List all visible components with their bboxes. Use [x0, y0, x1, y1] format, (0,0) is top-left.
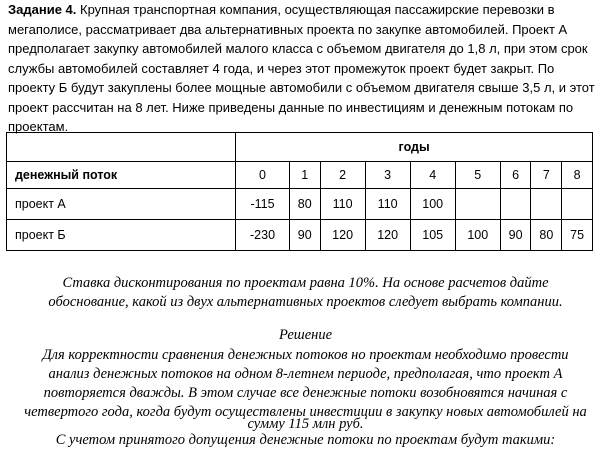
project-b-label: проект Б: [7, 220, 236, 251]
value-cell: -230: [236, 220, 290, 251]
solution-line: повторяется дважды. В этом случае все денежные потоки возобновятся начиная с: [43, 385, 568, 401]
task-paragraph: [8, 0, 604, 137]
year-cell: 0: [236, 162, 290, 189]
year-cell: 5: [455, 162, 500, 189]
year-cell: 1: [289, 162, 320, 189]
solution-line: анализ денежных потоков на одном 8-летнем периоде, предполагая, что проект А: [48, 366, 563, 382]
cash-flow-table: [6, 132, 593, 251]
value-cell: 110: [365, 189, 410, 220]
table-corner-cell: [7, 133, 236, 162]
value-cell: 90: [500, 220, 531, 251]
year-cell: 2: [320, 162, 365, 189]
value-cell: 120: [365, 220, 410, 251]
task-heading: Задание 4.: [8, 2, 77, 17]
table-row-header: [7, 162, 593, 189]
value-cell: 100: [410, 189, 455, 220]
year-cell: 4: [410, 162, 455, 189]
value-cell: 80: [289, 189, 320, 220]
task-text: Крупная транспортная компания, осуществляющая пассажирские перевозки в мегаполисе, рассматривает два альтернативных проекта по закупке автомобилей. Проект А предполагает закупку автомобилей малого класса с объемом двигателя до 1,8 л, при этом срок службы автомобилей составляет 4 года, и через этот промежуток проект будет закрыт. По проекту Б будут закуплены более мощные автомобили с объемом двигателя свыше 3,5 л, и этот проект рассчитан на 8 лет. Ниже приведены данные по инвестициям и денежным потокам по проектам.: [8, 2, 595, 134]
value-cell: [531, 189, 562, 220]
value-cell: 75: [562, 220, 593, 251]
solution-title: Решение: [278, 327, 333, 343]
question-line: Ставка дисконтирования по проектам равна 10%. На основе расчетов дайте: [62, 275, 549, 291]
value-cell: [562, 189, 593, 220]
value-cell: [455, 189, 500, 220]
value-cell: 100: [455, 220, 500, 251]
table-row-years: [7, 133, 593, 162]
value-cell: 90: [289, 220, 320, 251]
year-cell: 6: [500, 162, 531, 189]
years-header: годы: [236, 133, 593, 162]
solution-line: Для корректности сравнения денежных потоков но проектам необходимо провести: [42, 347, 569, 363]
question-line: обоснование, какой из двух альтернативных проектов следует выбрать компании.: [48, 294, 563, 310]
solution-line: четвертого года, когда будут осуществлены инвестиции в закупку новых автомобилей на: [24, 404, 587, 420]
year-cell: 7: [531, 162, 562, 189]
value-cell: 120: [320, 220, 365, 251]
value-cell: 110: [320, 189, 365, 220]
value-cell: 80: [531, 220, 562, 251]
year-cell: 8: [562, 162, 593, 189]
table-row-project-b: [7, 220, 593, 251]
table-row-project-a: [7, 189, 593, 220]
solution-line: сумму 115 млн руб.: [247, 416, 364, 432]
value-cell: 105: [410, 220, 455, 251]
value-cell: [500, 189, 531, 220]
year-cell: 3: [365, 162, 410, 189]
value-cell: -115: [236, 189, 290, 220]
row-header: денежный поток: [7, 162, 236, 189]
solution-line: С учетом принятого допущения денежные потоки по проектам будут такими:: [55, 432, 556, 448]
project-a-label: проект А: [7, 189, 236, 220]
